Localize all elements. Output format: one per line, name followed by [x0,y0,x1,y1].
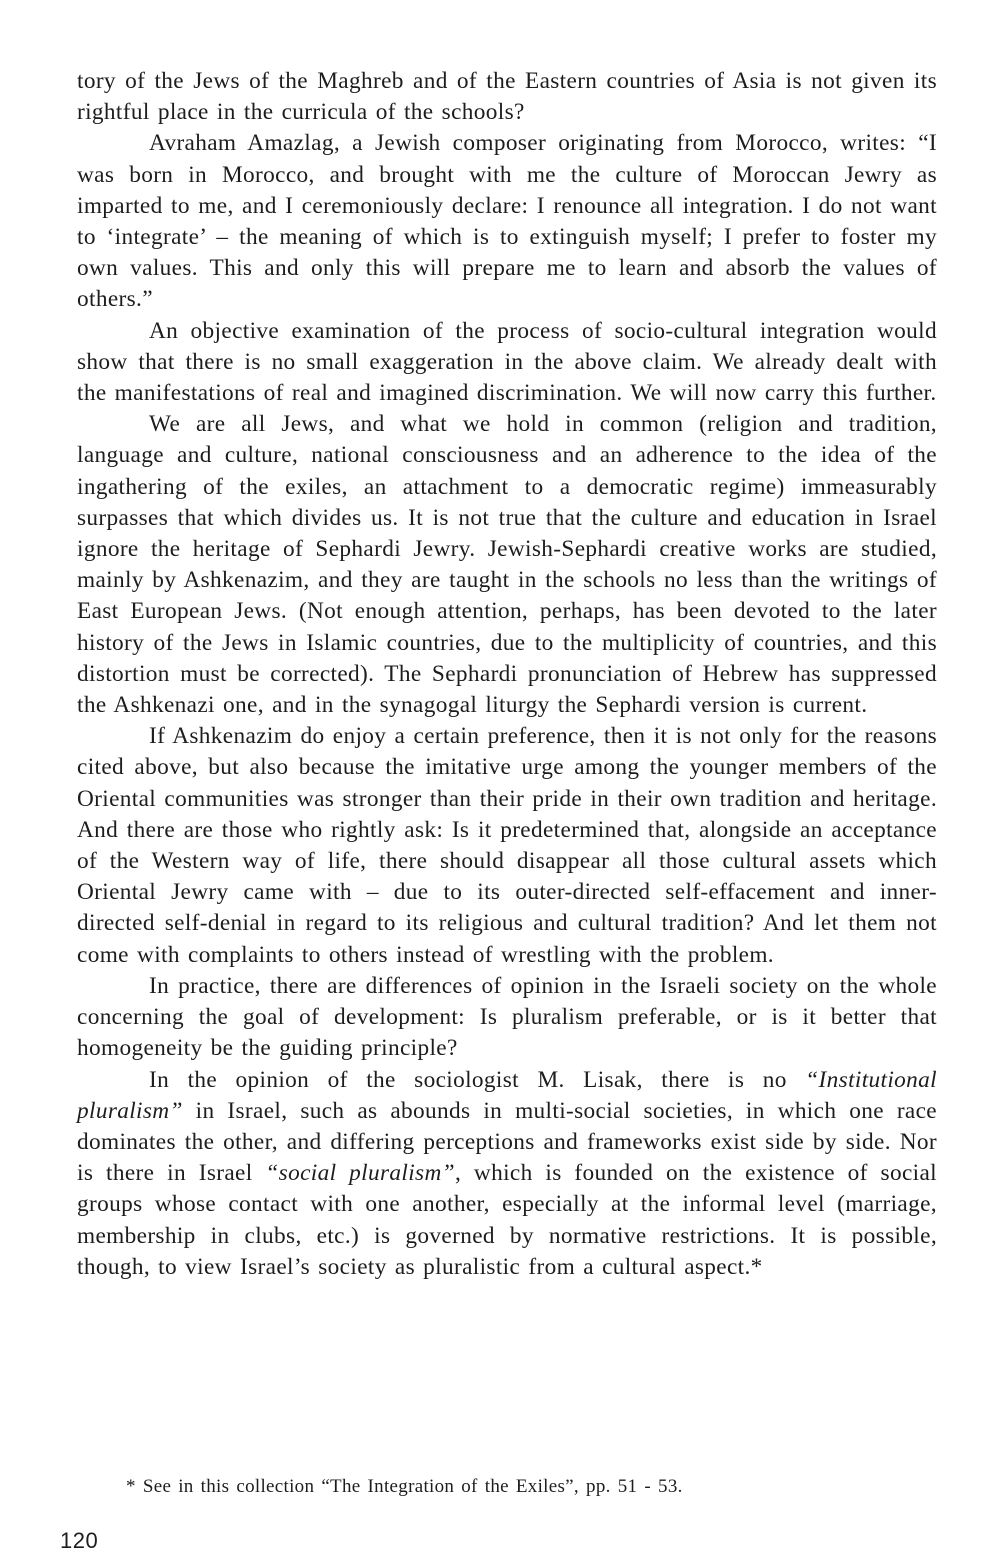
paragraph-1: tory of the Jews of the Maghreb and of the Eastern countries of Asia is not given its rightful place in the curricula of the schools? [77,68,937,126]
paragraph-7-part-a: In the opinion of the sociologist M. Lisak, there is no [149,1066,806,1093]
footnote: * See in this collection “The Integration of the Exiles”, pp. 51 - 53. [126,1476,683,1497]
paragraph-7-part-c: in Israel, such as abounds in multi-social societies, in which one race dominates the other, and differing perceptions and frameworks exist side by side. Nor is there in Israel [77,1097,937,1187]
paragraph-2: Avraham Amazlag, a Jewish composer originating from Morocco, writes: “I was born in Morocco, and brought with me the culture of Moroccan Jewry as imparted to me, and I ceremoniously declare: I renounce all integration. I do not want to ‘integrate’ – the meaning of which is to extinguish myself; I prefer to foster my own values. This and only this will prepare me to learn and absorb the values of others.” [77,130,937,313]
main-text [77,66,937,1283]
institutional-pluralism-term: “Institutional pluralism” [77,1066,937,1124]
paragraph-3: An objective examination of the process of socio-cultural integration would show that there is no small exaggeration in the above claim. We already dealt with the manifestations of real and imagined discrimination. We will now carry this further. [77,317,937,407]
paragraph-5: If Ashkenazim do enjoy a certain preference, then it is not only for the reasons cited above, but also because the imitative urge among the younger members of the Oriental communities was stronger than their pride in their own tradition and heritage. And there are those who rightly ask: Is it predetermined that, alongside an acceptance of the Western way of life, there should disappear all those cultural assets which Oriental Jewry came with – due to its outer-directed self-effacement and inner-directed self-denial in regard to its religious and cultural tradition? And let them not come with complaints to others instead of wrestling with the problem. [77,723,937,968]
paragraph-7 [77,1065,937,1283]
social-pluralism-term: “social pluralism” [265,1160,455,1187]
paragraph-7-part-e: , which is founded on the existence of social groups whose contact with one another, especially at the informal level (marriage, membership in clubs, etc.) is governed by normative restrictions. It is possible, though, to view Israel’s society as pluralistic from a cultural aspect.* [77,1160,937,1280]
page-number: 120 [60,1528,99,1553]
paragraph-6: In practice, there are differences of opinion in the Israeli society on the whole concerning the goal of development: Is pluralism preferable, or is it better that homogeneity be the guiding principle? [77,972,937,1062]
paragraph-4: We are all Jews, and what we hold in common (religion and tradition, language and culture, national consciousness and an adherence to the idea of the ingathering of the exiles, an attachment to a democratic regime) immeasurably surpasses that which divides us. It is not true that the culture and education in Israel ignore the heritage of Sephardi Jewry. Jewish-Sephardi creative works are studied, mainly by Ashkenazim, and they are taught in the schools no less than the writings of East European Jews. (Not enough attention, perhaps, has been devoted to the later history of the Jews in Islamic countries, due to the multiplicity of countries, and this distortion must be corrected). The Sephardi pronunciation of Hebrew has suppressed the Ashkenazi one, and in the synagogal liturgy the Sephardi version is current. [77,411,937,719]
